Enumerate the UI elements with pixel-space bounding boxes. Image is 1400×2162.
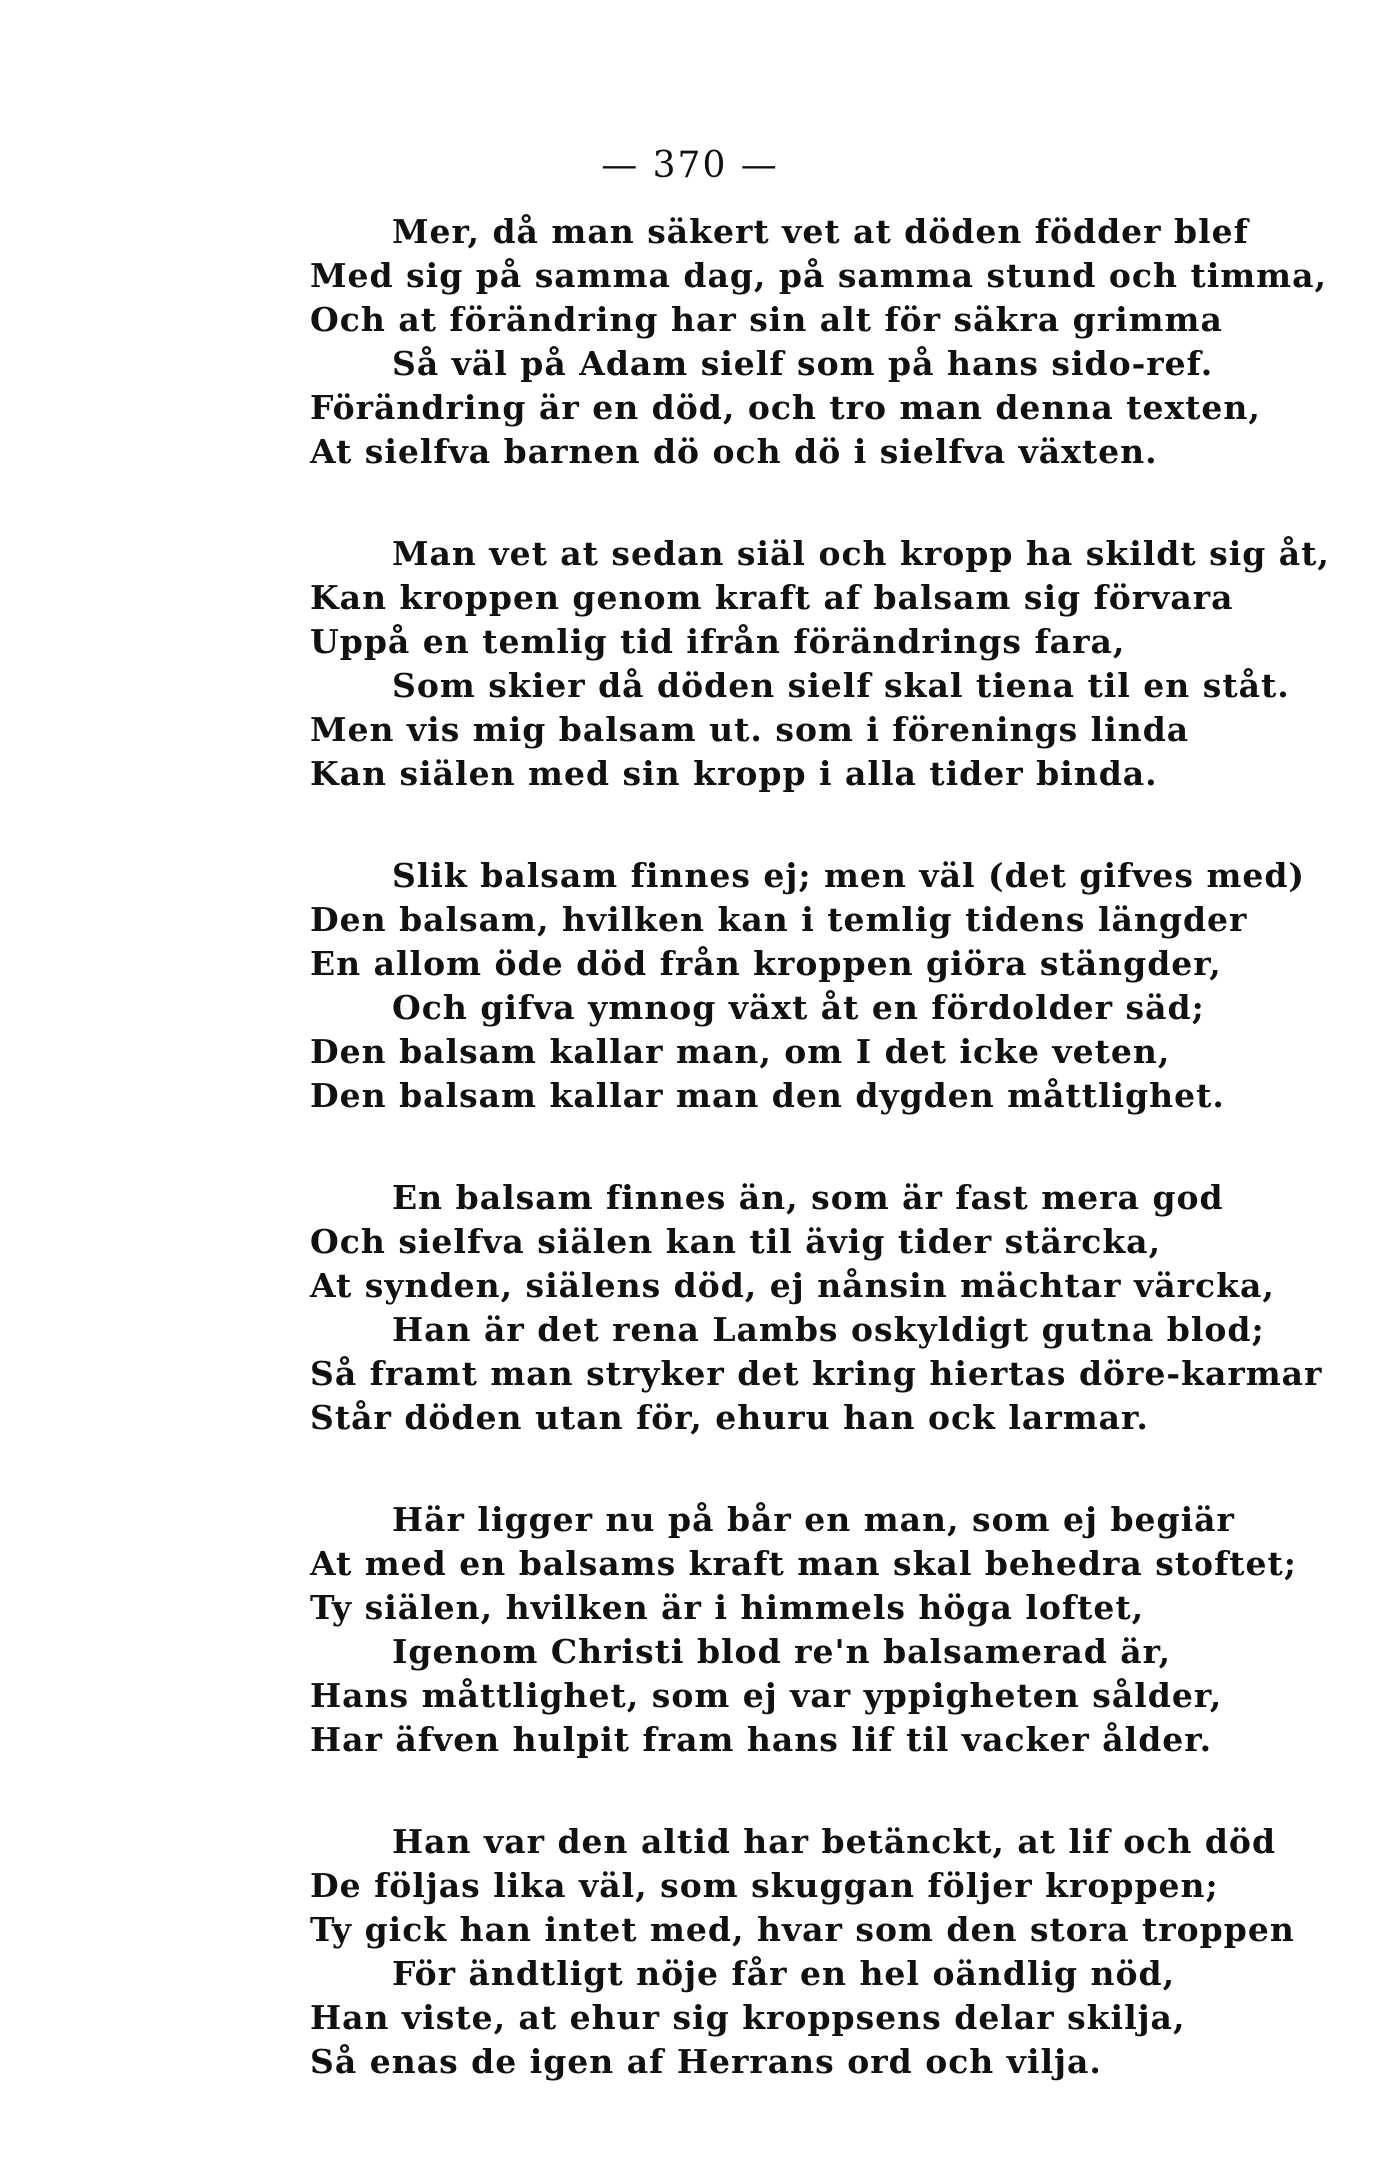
verse-line: Den balsam kallar man, om I det icke veten, (310, 1032, 1171, 1071)
verse-line: Förändring är en död, och tro man denna texten, (310, 388, 1261, 427)
verse-line: En allom öde död från kroppen giöra stängder, (310, 944, 1222, 983)
verse-line: Igenom Christi blod re'n balsamerad är, (392, 1632, 1172, 1671)
verse-line: Som skier då döden sielf skal tiena til en ståt. (392, 666, 1290, 705)
verse-line: Står döden utan för, ehuru han ock larmar. (310, 1398, 1149, 1437)
verse-line: Man vet at sedan siäl och kropp ha skildt sig åt, (392, 534, 1330, 573)
stanza-6 (310, 1820, 1340, 2084)
verse-line: Men vis mig balsam ut. som i förenings linda (310, 710, 1190, 749)
stanza-1 (310, 210, 1340, 474)
verse-line: Han är det rena Lambs oskyldigt gutna blod; (392, 1310, 1265, 1349)
verse-line: Hans måttlighet, som ej var yppigheten sålder, (310, 1676, 1223, 1715)
verse-line: Mer, då man säkert vet at döden födder blef (392, 212, 1249, 251)
verse-line: Och sielfva siälen kan til ävig tider stärcka, (310, 1222, 1162, 1261)
stanza-4 (310, 1176, 1340, 1440)
verse-line: Han var den altid har betänckt, at lif och död (392, 1822, 1277, 1861)
page-number: — 370 — (601, 145, 779, 186)
verse-line: Här ligger nu på bår en man, som ej begiär (392, 1500, 1235, 1539)
verse-line: Den balsam kallar man den dygden måttlighet. (310, 1076, 1225, 1115)
verse-line: Med sig på samma dag, på samma stund och timma, (310, 256, 1327, 295)
poem-body (310, 210, 1340, 2142)
verse-line: Ty siälen, hvilken är i himmels höga loftet, (310, 1588, 1145, 1627)
verse-line: Uppå en temlig tid ifrån förändrings fara, (310, 622, 1126, 661)
verse-line: De följas lika väl, som skuggan följer kroppen; (310, 1866, 1219, 1905)
verse-line: För ändtligt nöje får en hel oändlig nöd, (392, 1954, 1176, 1993)
stanza-5 (310, 1498, 1340, 1762)
verse-line: Och gifva ymnog växt åt en fördolder säd; (392, 988, 1205, 1027)
verse-line: Kan kroppen genom kraft af balsam sig förvara (310, 578, 1234, 617)
verse-line: Han viste, at ehur sig kroppsens delar skilja, (310, 1998, 1186, 2037)
verse-line: Så framt man stryker det kring hiertas döre-karmar (310, 1354, 1323, 1393)
verse-line: Så enas de igen af Herrans ord och vilja. (310, 2042, 1102, 2081)
verse-line: Den balsam, hvilken kan i temlig tidens längder (310, 900, 1248, 939)
verse-line: Har äfven hulpit fram hans lif til vacker ålder. (310, 1720, 1213, 1759)
stanza-3 (310, 854, 1340, 1118)
verse-line: At synden, siälens död, ej nånsin mächtar värcka, (310, 1266, 1275, 1305)
verse-line: Så väl på Adam sielf som på hans sido-ref. (392, 344, 1214, 383)
stanza-2 (310, 532, 1340, 796)
verse-line: Ty gick han intet med, hvar som den stora troppen (310, 1910, 1295, 1949)
verse-line: Och at förändring har sin alt för säkra grimma (310, 300, 1223, 339)
verse-line: Slik balsam finnes ej; men väl (det gifves med) (392, 856, 1306, 895)
verse-line: En balsam finnes än, som är fast mera god (392, 1178, 1224, 1217)
verse-line: At sielfva barnen dö och dö i sielfva växten. (310, 432, 1158, 471)
verse-line: Kan siälen med sin kropp i alla tider binda. (310, 754, 1158, 793)
verse-line: At med en balsams kraft man skal behedra stoftet; (310, 1544, 1297, 1583)
